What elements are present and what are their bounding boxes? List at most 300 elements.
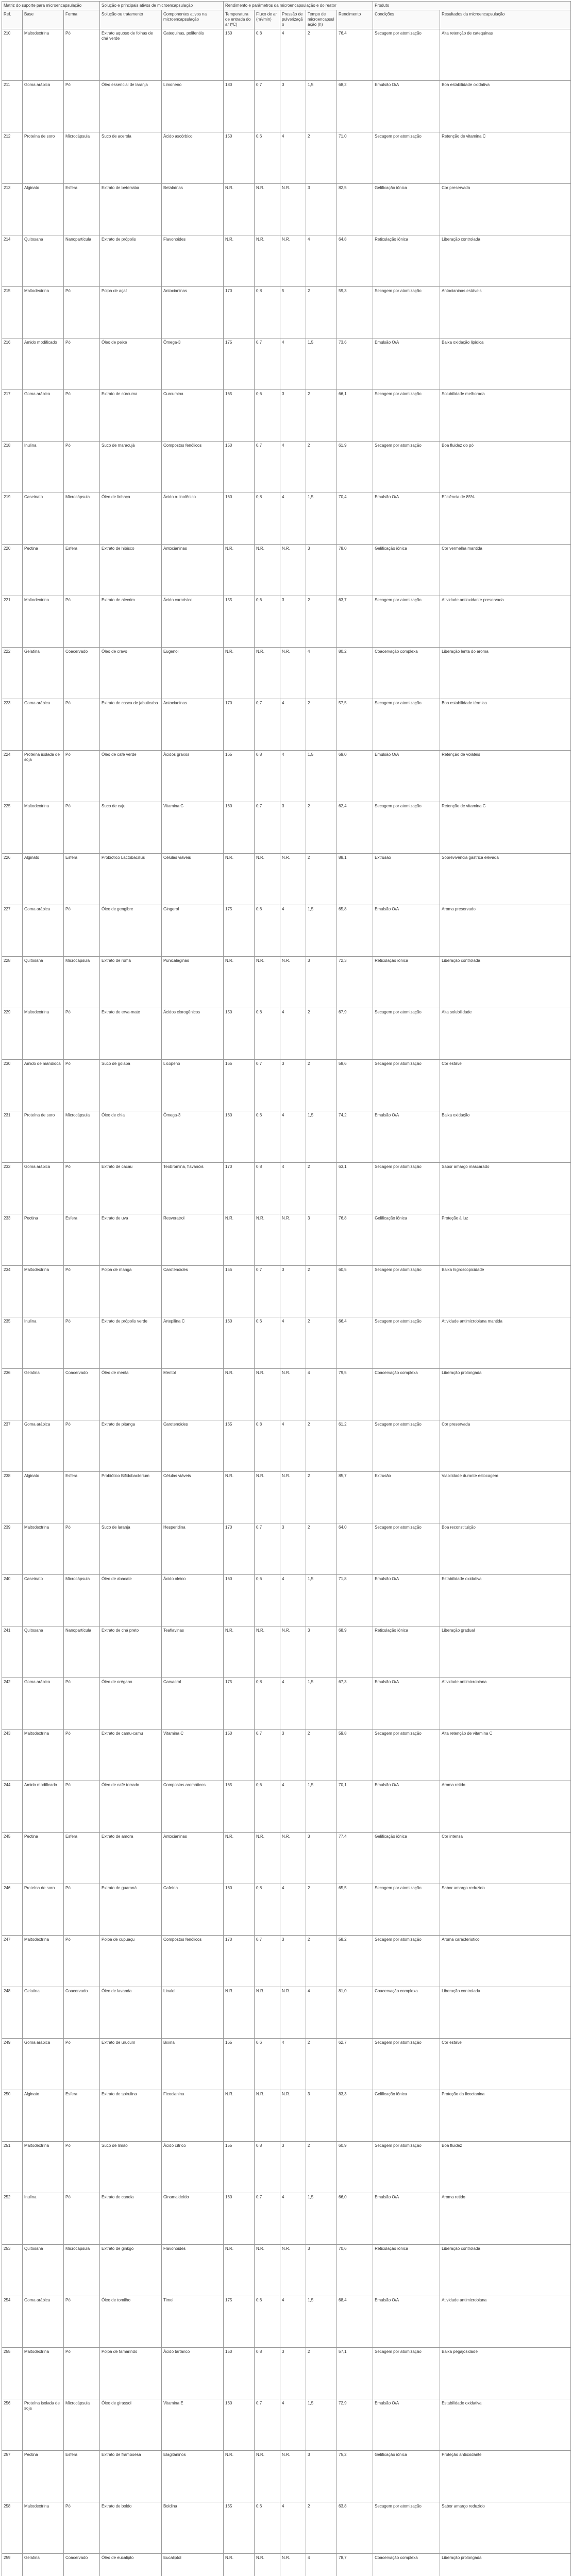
cell-results: Boa fluidez do pó: [440, 442, 571, 493]
cell-components: Vitamina E: [162, 2399, 224, 2451]
cell-yield: 62,7: [337, 2039, 373, 2090]
cell-time: 3: [306, 2451, 337, 2502]
cell-solution: Suco de acerola: [100, 132, 162, 184]
cell-conditions: Emulsão O/A: [373, 1678, 440, 1730]
cell-results: Cor vermelha mantida: [440, 545, 571, 596]
cell-time: 4: [306, 2554, 337, 2576]
cell-form: Pó: [64, 442, 100, 493]
cell-pressure: N.R.: [280, 1214, 306, 1266]
cell-id: 218: [2, 442, 23, 493]
cell-base: Inulina: [23, 1317, 64, 1369]
table-row: [2, 699, 571, 751]
cell-solution: Extrato de uva: [100, 1214, 162, 1266]
cell-solution: Óleo de linhaça: [100, 493, 162, 545]
cell-id: 242: [2, 1678, 23, 1730]
cell-form: Nanopartícula: [64, 1626, 100, 1678]
cell-solution: Extrato de própolis verde: [100, 1317, 162, 1369]
cell-yield: 58,6: [337, 1060, 373, 1111]
cell-flux: 0,6: [255, 2502, 280, 2554]
cell-conditions: Secagem por atomização: [373, 699, 440, 751]
table-row: [2, 2296, 571, 2348]
table-row: [2, 1936, 571, 1987]
cell-id: 235: [2, 1317, 23, 1369]
cell-components: Antocianinas: [162, 287, 224, 338]
cell-components: Compostos fenólicos: [162, 442, 224, 493]
cell-flux: 0,7: [255, 1936, 280, 1987]
cell-base: Gelatina: [23, 1987, 64, 2039]
cell-results: Proteção à luz: [440, 1214, 571, 1266]
cell-solution: Suco de limão: [100, 2142, 162, 2193]
cell-base: Quitosana: [23, 1626, 64, 1678]
cell-results: Sobrevivência gástrica elevada: [440, 854, 571, 905]
table-row: [2, 235, 571, 287]
group-header-sample: Matriz do suporte para microencapsulação: [2, 2, 100, 10]
cell-id: 220: [2, 545, 23, 596]
cell-time: 1,5: [306, 2399, 337, 2451]
cell-id: 248: [2, 1987, 23, 2039]
cell-temperature: 160: [224, 802, 255, 854]
cell-pressure: 4: [280, 2296, 306, 2348]
table-row: [2, 1626, 571, 1678]
cell-id: 255: [2, 2348, 23, 2399]
cell-conditions: Reticulação iônica: [373, 957, 440, 1008]
cell-flux: 0,8: [255, 2348, 280, 2399]
cell-form: Pó: [64, 81, 100, 132]
cell-pressure: 5: [280, 287, 306, 338]
cell-components: Cafeína: [162, 1884, 224, 1936]
cell-temperature: N.R.: [224, 1369, 255, 1420]
cell-form: Pó: [64, 2039, 100, 2090]
cell-time: 3: [306, 957, 337, 1008]
cell-id: 259: [2, 2554, 23, 2576]
cell-form: Pó: [64, 1266, 100, 1317]
cell-results: Liberação controlada: [440, 235, 571, 287]
cell-results: Retenção de vitamina C: [440, 132, 571, 184]
table-row: [2, 1420, 571, 1472]
cell-time: 2: [306, 1060, 337, 1111]
cell-flux: 0,7: [255, 1266, 280, 1317]
cell-flux: 0,7: [255, 699, 280, 751]
cell-flux: N.R.: [255, 648, 280, 699]
cell-conditions: Coacervação complexa: [373, 648, 440, 699]
cell-pressure: 4: [280, 132, 306, 184]
cell-flux: N.R.: [255, 1626, 280, 1678]
cell-yield: 66,0: [337, 2193, 373, 2245]
cell-temperature: 165: [224, 751, 255, 802]
cell-time: 3: [306, 2090, 337, 2142]
cell-temperature: 165: [224, 1420, 255, 1472]
cell-solution: Polpa de tamarindo: [100, 2348, 162, 2399]
table-row: [2, 1472, 571, 1523]
cell-yield: 64,0: [337, 1523, 373, 1575]
cell-time: 3: [306, 1214, 337, 1266]
cell-time: 2: [306, 287, 337, 338]
cell-base: Goma arábica: [23, 390, 64, 442]
cell-yield: 61,2: [337, 1420, 373, 1472]
cell-yield: 57,5: [337, 699, 373, 751]
cell-pressure: 4: [280, 905, 306, 957]
cell-id: 258: [2, 2502, 23, 2554]
cell-conditions: Secagem por atomização: [373, 1008, 440, 1060]
cell-conditions: Secagem por atomização: [373, 2502, 440, 2554]
cell-temperature: 160: [224, 1111, 255, 1163]
cell-temperature: N.R.: [224, 648, 255, 699]
cell-solution: Extrato de ginkgo: [100, 2245, 162, 2296]
cell-id: 243: [2, 1730, 23, 1781]
cell-conditions: Emulsão O/A: [373, 338, 440, 390]
cell-form: Pó: [64, 1936, 100, 1987]
cell-pressure: 3: [280, 2142, 306, 2193]
cell-base: Maltodextrina: [23, 2142, 64, 2193]
cell-time: 2: [306, 2039, 337, 2090]
cell-id: 231: [2, 1111, 23, 1163]
cell-temperature: 160: [224, 29, 255, 81]
cell-temperature: 150: [224, 1730, 255, 1781]
cell-solution: Óleo de eucalipto: [100, 2554, 162, 2576]
cell-conditions: Emulsão O/A: [373, 81, 440, 132]
cell-conditions: Secagem por atomização: [373, 1936, 440, 1987]
cell-time: 4: [306, 235, 337, 287]
cell-form: Esfera: [64, 1472, 100, 1523]
cell-form: Pó: [64, 751, 100, 802]
cell-yield: 59,3: [337, 287, 373, 338]
table-row: [2, 1884, 571, 1936]
cell-time: 2: [306, 1163, 337, 1214]
cell-results: Aroma característico: [440, 1936, 571, 1987]
table-row: [2, 29, 571, 81]
cell-solution: Probiótico Bifidobacterium: [100, 1472, 162, 1523]
col-header-temperature: Temperatura de entrada do ar (ºC): [224, 10, 255, 29]
cell-flux: 0,7: [255, 1523, 280, 1575]
cell-components: Boldina: [162, 2502, 224, 2554]
cell-base: Maltodextrina: [23, 1936, 64, 1987]
cell-conditions: Emulsão O/A: [373, 493, 440, 545]
table-row: [2, 545, 571, 596]
cell-time: 3: [306, 2245, 337, 2296]
cell-flux: 0,6: [255, 905, 280, 957]
cell-flux: N.R.: [255, 854, 280, 905]
cell-base: Goma arábica: [23, 81, 64, 132]
cell-flux: N.R.: [255, 1214, 280, 1266]
cell-conditions: Secagem por atomização: [373, 1266, 440, 1317]
cell-form: Microcápsula: [64, 132, 100, 184]
cell-temperature: N.R.: [224, 2245, 255, 2296]
cell-id: 234: [2, 1266, 23, 1317]
table-row: [2, 493, 571, 545]
col-header-id: Ref.: [2, 10, 23, 29]
cell-components: Licopeno: [162, 1060, 224, 1111]
cell-base: Maltodextrina: [23, 2348, 64, 2399]
cell-pressure: 3: [280, 81, 306, 132]
cell-flux: N.R.: [255, 545, 280, 596]
cell-conditions: Extrusão: [373, 854, 440, 905]
cell-flux: 0,7: [255, 442, 280, 493]
cell-conditions: Secagem por atomização: [373, 390, 440, 442]
col-header-solution: Solução ou tratamento: [100, 10, 162, 29]
table-row: [2, 2193, 571, 2245]
cell-yield: 79,5: [337, 1369, 373, 1420]
cell-results: Baixa oxidação: [440, 1111, 571, 1163]
cell-pressure: N.R.: [280, 2090, 306, 2142]
cell-temperature: N.R.: [224, 1626, 255, 1678]
cell-form: Pó: [64, 390, 100, 442]
cell-id: 233: [2, 1214, 23, 1266]
cell-time: 1,5: [306, 1111, 337, 1163]
cell-components: Limoneno: [162, 81, 224, 132]
cell-form: Pó: [64, 802, 100, 854]
cell-id: 246: [2, 1884, 23, 1936]
cell-time: 3: [306, 1626, 337, 1678]
cell-components: Ácido cítrico: [162, 2142, 224, 2193]
cell-components: Cinamaldeído: [162, 2193, 224, 2245]
cell-components: Ácidos graxos: [162, 751, 224, 802]
cell-temperature: 170: [224, 1936, 255, 1987]
cell-time: 2: [306, 132, 337, 184]
cell-yield: 59,8: [337, 1730, 373, 1781]
cell-conditions: Secagem por atomização: [373, 29, 440, 81]
cell-results: Liberação prolongada: [440, 1369, 571, 1420]
cell-conditions: Emulsão O/A: [373, 2399, 440, 2451]
cell-base: Goma arábica: [23, 1420, 64, 1472]
cell-solution: Extrato aquoso de folhas de chá verde: [100, 29, 162, 81]
cell-yield: 80,2: [337, 648, 373, 699]
cell-conditions: Secagem por atomização: [373, 1060, 440, 1111]
cell-base: Maltodextrina: [23, 29, 64, 81]
cell-results: Viabilidade durante estocagem: [440, 1472, 571, 1523]
cell-temperature: N.R.: [224, 1987, 255, 2039]
cell-conditions: Emulsão O/A: [373, 2193, 440, 2245]
cell-flux: 0,8: [255, 1884, 280, 1936]
cell-conditions: Secagem por atomização: [373, 2348, 440, 2399]
cell-temperature: N.R.: [224, 1214, 255, 1266]
data-table: [2, 1, 571, 2576]
cell-components: Punicalaginas: [162, 957, 224, 1008]
cell-form: Nanopartícula: [64, 235, 100, 287]
cell-conditions: Secagem por atomização: [373, 1163, 440, 1214]
cell-yield: 67,9: [337, 1008, 373, 1060]
cell-solution: Óleo de café verde: [100, 751, 162, 802]
cell-solution: Extrato de casca de jabuticaba: [100, 699, 162, 751]
cell-components: Células viáveis: [162, 1472, 224, 1523]
table-row: [2, 854, 571, 905]
cell-conditions: Emulsão O/A: [373, 905, 440, 957]
table-row: [2, 1214, 571, 1266]
cell-flux: 0,7: [255, 338, 280, 390]
cell-form: Microcápsula: [64, 1111, 100, 1163]
cell-results: Sabor amargo reduzido: [440, 2502, 571, 2554]
cell-results: Proteção da ficocianina: [440, 2090, 571, 2142]
cell-yield: 67,3: [337, 1678, 373, 1730]
table-body: [2, 29, 571, 2576]
cell-flux: N.R.: [255, 1987, 280, 2039]
cell-results: Atividade antioxidante preservada: [440, 596, 571, 648]
cell-temperature: 175: [224, 2296, 255, 2348]
cell-temperature: 170: [224, 1523, 255, 1575]
cell-results: Cor intensa: [440, 1833, 571, 1884]
cell-base: Goma arábica: [23, 2039, 64, 2090]
cell-solution: Extrato de canela: [100, 2193, 162, 2245]
cell-base: Maltodextrina: [23, 1523, 64, 1575]
cell-yield: 60,9: [337, 2142, 373, 2193]
cell-flux: N.R.: [255, 1472, 280, 1523]
cell-components: Ácido oleico: [162, 1575, 224, 1626]
cell-id: 250: [2, 2090, 23, 2142]
table-row: [2, 1111, 571, 1163]
table-row: [2, 1730, 571, 1781]
cell-results: Estabilidade oxidativa: [440, 2399, 571, 2451]
cell-form: Pó: [64, 1008, 100, 1060]
cell-yield: 63,8: [337, 2502, 373, 2554]
cell-yield: 76,4: [337, 29, 373, 81]
cell-temperature: 175: [224, 1678, 255, 1730]
cell-conditions: Gelificação iônica: [373, 2090, 440, 2142]
cell-results: Liberação gradual: [440, 1626, 571, 1678]
table-row: [2, 1523, 571, 1575]
cell-conditions: Reticulação iônica: [373, 2245, 440, 2296]
cell-components: Antocianinas: [162, 699, 224, 751]
cell-solution: Extrato de romã: [100, 957, 162, 1008]
cell-base: Alginato: [23, 1472, 64, 1523]
cell-conditions: Reticulação iônica: [373, 235, 440, 287]
cell-id: 256: [2, 2399, 23, 2451]
cell-base: Maltodextrina: [23, 596, 64, 648]
cell-components: Linalol: [162, 1987, 224, 2039]
cell-flux: 0,6: [255, 1111, 280, 1163]
cell-flux: 0,7: [255, 802, 280, 854]
cell-yield: 69,0: [337, 751, 373, 802]
cell-flux: N.R.: [255, 957, 280, 1008]
cell-results: Baixa higroscopicidade: [440, 1266, 571, 1317]
cell-flux: N.R.: [255, 184, 280, 235]
table-row: [2, 1266, 571, 1317]
cell-form: Coacervado: [64, 1369, 100, 1420]
cell-form: Esfera: [64, 1833, 100, 1884]
cell-pressure: 4: [280, 1884, 306, 1936]
cell-pressure: 4: [280, 1111, 306, 1163]
cell-form: Pó: [64, 1678, 100, 1730]
cell-temperature: N.R.: [224, 854, 255, 905]
cell-components: Eucaliptol: [162, 2554, 224, 2576]
cell-time: 1,5: [306, 493, 337, 545]
cell-conditions: Secagem por atomização: [373, 1730, 440, 1781]
cell-components: Ácido ascórbico: [162, 132, 224, 184]
cell-pressure: 3: [280, 390, 306, 442]
cell-base: Maltodextrina: [23, 1266, 64, 1317]
cell-temperature: 175: [224, 905, 255, 957]
cell-base: Proteína isolada de soja: [23, 751, 64, 802]
cell-base: Goma arábica: [23, 699, 64, 751]
cell-base: Proteína de soro: [23, 1884, 64, 1936]
cell-yield: 82,5: [337, 184, 373, 235]
table-row: [2, 442, 571, 493]
cell-pressure: 4: [280, 699, 306, 751]
cell-flux: 0,6: [255, 596, 280, 648]
cell-components: Resveratrol: [162, 1214, 224, 1266]
cell-pressure: 3: [280, 802, 306, 854]
cell-results: Alta solubilidade: [440, 1008, 571, 1060]
group-header-method: Solução e principais ativos de microencapsulação: [100, 2, 224, 10]
cell-pressure: 4: [280, 2039, 306, 2090]
cell-yield: 63,1: [337, 1163, 373, 1214]
cell-temperature: N.R.: [224, 2451, 255, 2502]
cell-flux: 0,7: [255, 2193, 280, 2245]
cell-form: Microcápsula: [64, 957, 100, 1008]
cell-pressure: 4: [280, 1420, 306, 1472]
cell-results: Boa estabilidade térmica: [440, 699, 571, 751]
cell-pressure: 4: [280, 493, 306, 545]
table-row: [2, 2502, 571, 2554]
cell-solution: Extrato de beterraba: [100, 184, 162, 235]
cell-id: 249: [2, 2039, 23, 2090]
cell-id: 251: [2, 2142, 23, 2193]
cell-id: 224: [2, 751, 23, 802]
table-row: [2, 2142, 571, 2193]
cell-form: Esfera: [64, 2090, 100, 2142]
cell-conditions: Secagem por atomização: [373, 1523, 440, 1575]
cell-results: Proteção antioxidante: [440, 2451, 571, 2502]
cell-results: Alta retenção de catequinas: [440, 29, 571, 81]
cell-pressure: N.R.: [280, 957, 306, 1008]
cell-temperature: N.R.: [224, 2090, 255, 2142]
cell-yield: 68,4: [337, 2296, 373, 2348]
cell-base: Maltodextrina: [23, 1008, 64, 1060]
cell-yield: 78,7: [337, 2554, 373, 2576]
cell-flux: 0,7: [255, 1730, 280, 1781]
cell-conditions: Emulsão O/A: [373, 1781, 440, 1833]
cell-pressure: 4: [280, 442, 306, 493]
cell-form: Pó: [64, 29, 100, 81]
cell-flux: 0,7: [255, 81, 280, 132]
cell-results: Liberação lenta do aroma: [440, 648, 571, 699]
cell-time: 4: [306, 1987, 337, 2039]
cell-id: 216: [2, 338, 23, 390]
cell-base: Maltodextrina: [23, 802, 64, 854]
cell-time: 2: [306, 1008, 337, 1060]
cell-base: Pectina: [23, 1833, 64, 1884]
cell-flux: 0,6: [255, 2296, 280, 2348]
cell-results: Eficiência de 85%: [440, 493, 571, 545]
cell-results: Aroma retido: [440, 2193, 571, 2245]
cell-results: Sabor amargo reduzido: [440, 1884, 571, 1936]
table-row: [2, 1833, 571, 1884]
cell-results: Solubilidade melhorada: [440, 390, 571, 442]
cell-yield: 74,2: [337, 1111, 373, 1163]
cell-time: 1,5: [306, 81, 337, 132]
cell-id: 212: [2, 132, 23, 184]
table-row: [2, 1317, 571, 1369]
cell-flux: 0,6: [255, 1317, 280, 1369]
cell-solution: Extrato de boldo: [100, 2502, 162, 2554]
cell-components: Gingerol: [162, 905, 224, 957]
cell-temperature: 165: [224, 2039, 255, 2090]
cell-flux: 0,8: [255, 1678, 280, 1730]
cell-id: 213: [2, 184, 23, 235]
cell-pressure: N.R.: [280, 1369, 306, 1420]
cell-flux: 0,6: [255, 1575, 280, 1626]
cell-flux: 0,6: [255, 2039, 280, 2090]
cell-flux: N.R.: [255, 2554, 280, 2576]
cell-flux: N.R.: [255, 1369, 280, 1420]
cell-yield: 63,7: [337, 596, 373, 648]
group-header-params: Rendimento e parâmetros da microencapsulação e do reator: [224, 2, 373, 10]
cell-components: Carotenoides: [162, 1420, 224, 1472]
cell-id: 229: [2, 1008, 23, 1060]
cell-time: 2: [306, 699, 337, 751]
cell-base: Quitosana: [23, 2245, 64, 2296]
cell-base: Caseinato: [23, 493, 64, 545]
cell-base: Goma arábica: [23, 1163, 64, 1214]
cell-base: Alginato: [23, 854, 64, 905]
